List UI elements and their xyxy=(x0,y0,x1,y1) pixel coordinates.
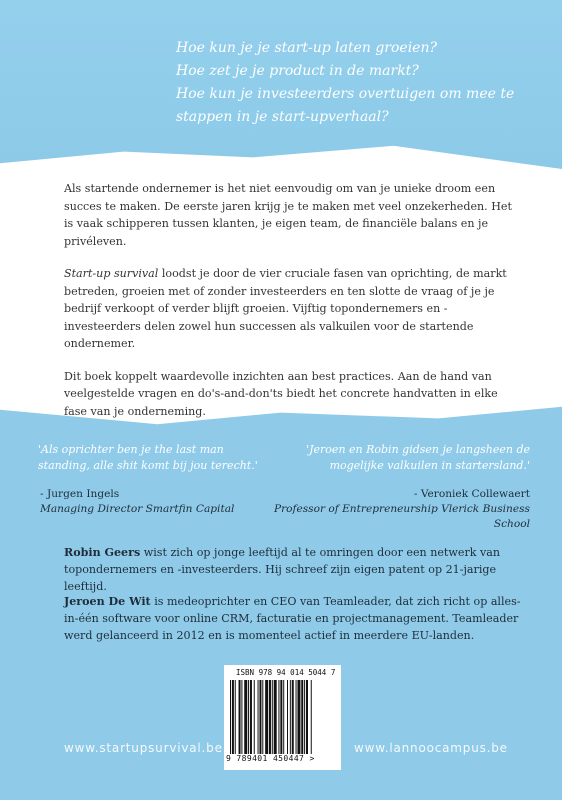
quote-role-left: Managing Director Smartfin Capital xyxy=(40,503,235,515)
bio-robin-text: wist zich op jonge leeftijd al te omringen door een netwerk van topondernemers en -investeerders. Hij schreef zijn eigen patent op 21-jarige leeftijd. xyxy=(64,546,501,593)
barcode-stripe xyxy=(292,680,294,754)
paragraph-1: Als startende ondernemer is het niet eenvoudig om van je unieke droom een succes te maken. De eerste jaren krijg je te maken met veel onzekerheden. Het is vaak schipperen tussen klanten, je eigen team, de financiële balans en je privéleven. xyxy=(64,182,512,248)
barcode-stripe xyxy=(265,680,268,754)
bio-jeroen xyxy=(64,593,524,644)
barcode-stripe xyxy=(297,680,300,754)
question-3: Hoe kun je investeerders overtuigen om mee te stappen in je start-upverhaal? xyxy=(176,86,515,125)
barcode-stripe xyxy=(269,680,271,754)
attribution-right xyxy=(250,487,530,532)
barcode-stripe xyxy=(254,680,255,754)
paragraph-3: Dit boek koppelt waardevolle inzichten aan best practices. Aan de hand van veelgestelde vragen en do's-and-don'ts biedt het concrete handvatten in elke fase van je onderneming. xyxy=(64,369,498,418)
quote-right: 'Jeroen en Robin gidsen je langsheen de mogelijke valkuilen in startersland.' xyxy=(306,443,530,472)
barcode-stripe xyxy=(262,680,263,754)
bio-robin xyxy=(64,544,524,595)
barcode-bars xyxy=(230,680,335,754)
isbn-label: ISBN 978 94 014 5044 7 xyxy=(236,668,336,677)
barcode-stripe xyxy=(287,680,288,754)
barcode-stripe xyxy=(239,680,241,754)
barcode-stripe xyxy=(290,680,291,754)
quote-left: 'Als oprichter ben je the last man standing, alle shit komt bij jou terecht.' xyxy=(38,443,258,472)
quote-role-right: Professor of Entrepreneurship Vlerick Business School xyxy=(273,503,530,530)
barcode-stripe xyxy=(296,680,297,754)
paragraph-2-rest: loodst je door de vier cruciale fasen van oprichting, de markt betreden, groeien met of zonder investeerders en ten slotte de vraag of je je bedrijf verkoopt of verder blijft groeien. Vijftig topondernemers en -investeerders delen zowel hun successen als valkuilen voor de startende ondernemer. xyxy=(64,267,507,350)
teaser-questions xyxy=(176,37,546,129)
question-1: Hoe kun je je start-up laten groeien? xyxy=(176,40,437,56)
question-2: Hoe zet je je product in de markt? xyxy=(176,63,419,79)
barcode-stripe xyxy=(230,680,231,754)
bio-jeroen-name: Jeroen De Wit xyxy=(64,595,151,608)
barcode-stripe xyxy=(280,680,282,754)
barcode-stripe xyxy=(248,680,249,754)
attribution-left xyxy=(40,487,280,517)
barcode-stripe xyxy=(244,680,247,754)
barcode-stripe xyxy=(301,680,303,754)
barcode-stripe xyxy=(259,680,261,754)
bio-robin-name: Robin Geers xyxy=(64,546,141,559)
bio-jeroen-text: is medeoprichter en CEO van Teamleader, dat zich richt op alles-in-één software voor online CRM, facturatie en projectmanagement. Teamleader werd gelanceerd in 2012 en is momenteel actief in meerdere EU-landen. xyxy=(64,595,521,642)
paragraph-2 xyxy=(64,265,514,353)
barcode-stripe xyxy=(272,680,273,754)
barcode-stripe xyxy=(283,680,284,754)
barcode-stripe xyxy=(241,680,242,754)
barcode-stripe xyxy=(274,680,277,754)
description-text xyxy=(64,180,514,435)
barcode xyxy=(224,665,341,770)
book-title: Start-up survival xyxy=(64,267,159,280)
barcode-stripe xyxy=(250,680,252,754)
barcode-stripe xyxy=(304,680,305,754)
barcode-stripe xyxy=(306,680,308,754)
quote-author-left: - Jurgen Ingels xyxy=(40,488,120,500)
barcode-stripe xyxy=(258,680,259,754)
barcode-digits: 9 789401 450447 > xyxy=(226,754,315,763)
website-link-left[interactable]: www.startupsurvival.be xyxy=(64,741,223,755)
quote-author-right: - Veroniek Collewaert xyxy=(413,488,530,500)
barcode-stripe xyxy=(311,680,312,754)
barcode-stripe xyxy=(235,680,236,754)
website-link-right[interactable]: www.lannoocampus.be xyxy=(354,741,508,755)
barcode-stripe xyxy=(232,680,234,754)
barcode-stripe xyxy=(278,680,279,754)
